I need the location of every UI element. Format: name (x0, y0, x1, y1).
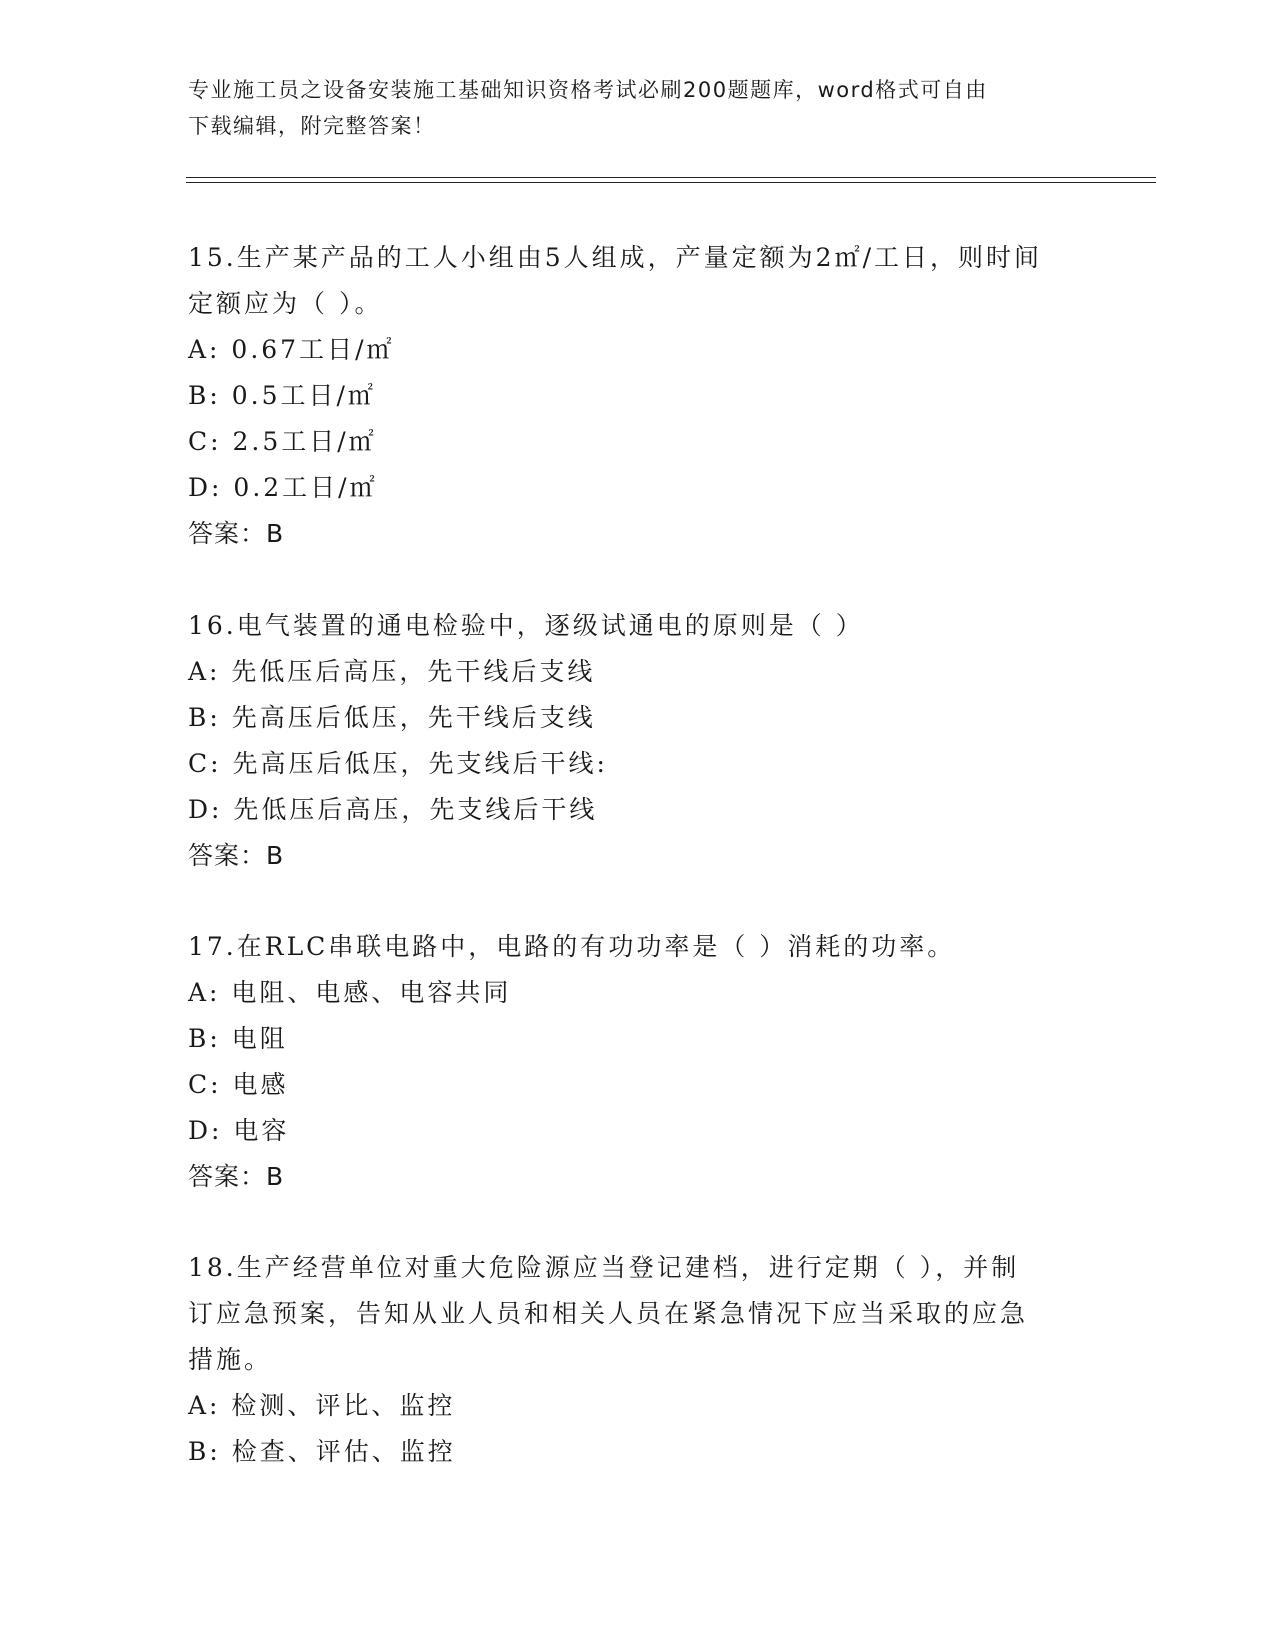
document-header (188, 72, 1068, 144)
option-b: B: 0.5工日/㎡ (188, 381, 376, 410)
question-17 (188, 924, 1088, 1200)
answer: 答案：B (188, 841, 285, 870)
question-stem: 17.在RLC串联电路中，电路的有功功率是（ ）消耗的功率。 (188, 932, 956, 961)
option-c: C: 2.5工日/㎡ (188, 427, 377, 456)
option-a: A: 检测、评比、监控 (188, 1391, 456, 1420)
answer: 答案：B (188, 519, 285, 548)
option-d: D: 0.2工日/㎡ (188, 473, 378, 502)
question-stem: 18.生产经营单位对重大危险源应当登记建档，进行定期（ ），并制 (188, 1253, 1020, 1282)
header-title-line-1: 专业施工员之设备安装施工基础知识资格考试必刷200题题库，word格式可自由 (188, 78, 988, 102)
option-a: A: 0.67工日/㎡ (188, 335, 395, 364)
option-b: B: 先高压后低压，先干线后支线 (188, 703, 596, 732)
option-b: B: 电阻 (188, 1024, 288, 1053)
question-stem: 措施。 (188, 1345, 273, 1374)
header-divider-bottom (186, 182, 1156, 183)
question-15 (188, 235, 1088, 557)
option-c: C: 电感 (188, 1070, 289, 1099)
question-stem: 16.电气装置的通电检验中，逐级试通电的原则是（ ） (188, 611, 864, 640)
header-divider-top (186, 177, 1156, 178)
option-d: D: 电容 (188, 1116, 290, 1145)
option-a: A: 先低压后高压，先干线后支线 (188, 657, 596, 686)
option-b: B: 检查、评估、监控 (188, 1437, 456, 1466)
header-title-line-2: 下载编辑，附完整答案！ (188, 114, 436, 138)
question-stem: 订应急预案，告知从业人员和相关人员在紧急情况下应当采取的应急 (188, 1299, 1029, 1328)
question-18 (188, 1245, 1088, 1475)
answer: 答案：B (188, 1162, 285, 1191)
option-d: D: 先低压后高压，先支线后干线 (188, 795, 598, 824)
question-stem: 定额应为（ ）。 (188, 289, 383, 318)
question-16 (188, 603, 1088, 879)
option-a: A: 电阻、电感、电容共同 (188, 978, 512, 1007)
option-c: C: 先高压后低压，先支线后干线: (188, 749, 608, 778)
question-stem: 15.生产某产品的工人小组由5人组成，产量定额为2㎡/工日，则时间 (188, 243, 1042, 272)
